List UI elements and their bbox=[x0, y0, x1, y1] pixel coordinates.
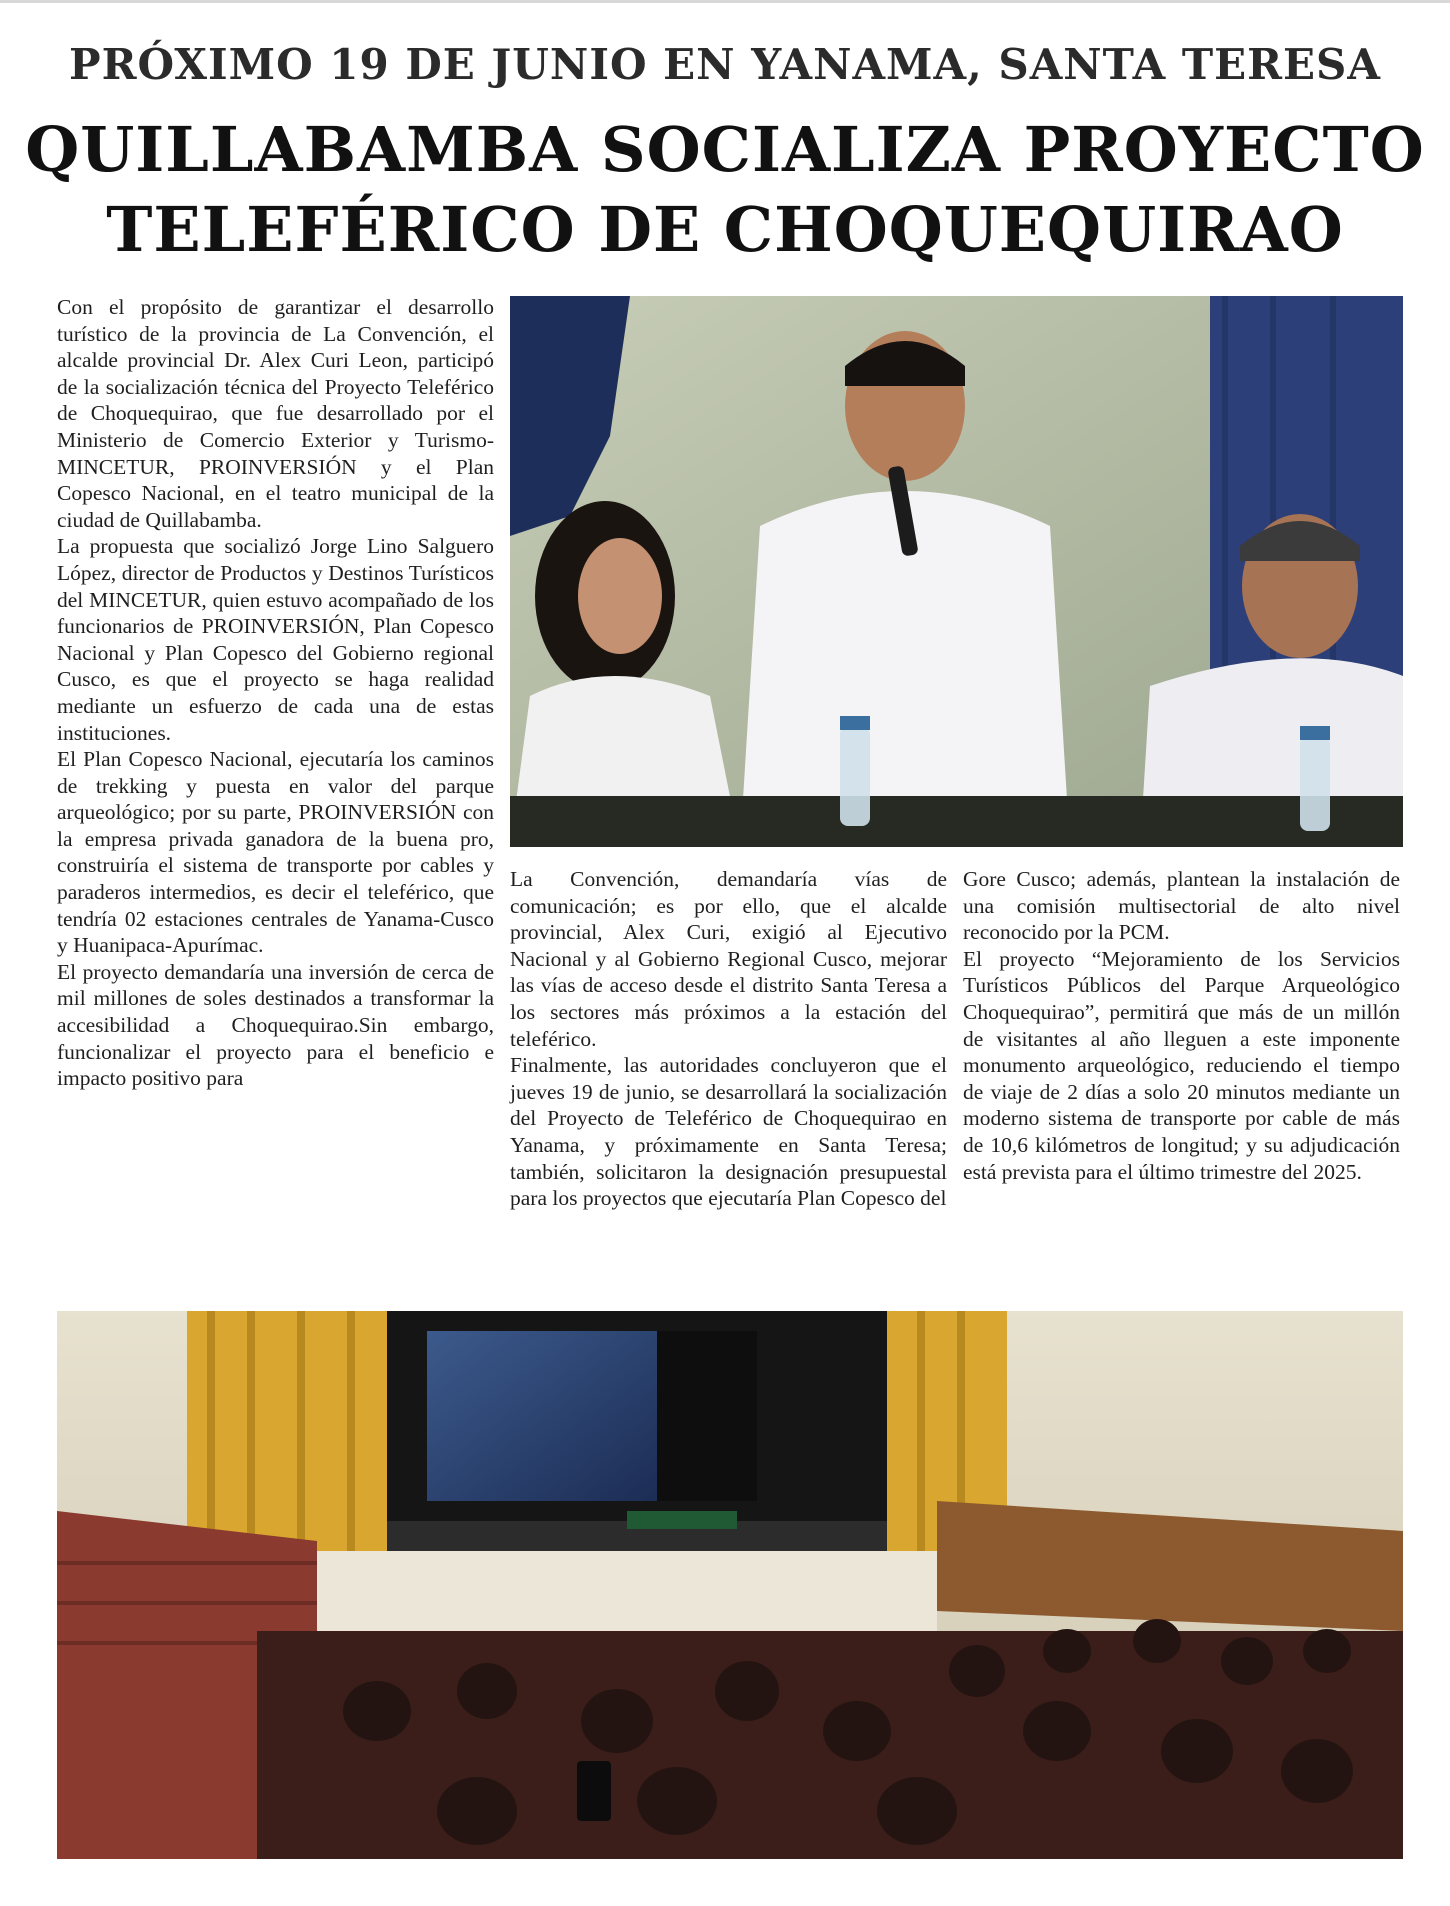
paragraph: La Convención, demandaría vías de comunicación; es por ello, que el alcalde provincial, Alex Curi, exigió al Ejecutivo Nacional y al Gobierno Regional Cusco, mejorar las vías de acceso desde el distrito Santa Teresa a los sectores más próximos a la estación del teleférico. bbox=[510, 867, 947, 1051]
paragraph: El proyecto demandaría una inversión de cerca de mil millones de soles destinados a transformar la accesibilidad a Choquequirao.Sin embargo, funcionalizar el proyecto para el beneficio e impacto positivo para bbox=[57, 959, 494, 1091]
panel-speakers-photo bbox=[510, 296, 1403, 847]
headline-line-1: QUILLABAMBA SOCIALIZA PROYECTO bbox=[25, 113, 1425, 186]
paragraph: Con el propósito de garantizar el desarrollo turístico de la provincia de La Convención, el alcalde provincial Dr. Alex Curi Leon, participó de la socialización técnica del Proyecto Teleférico de Choquequirao, que fue desarrollado por el Ministerio de Comercio Exterior y Turismo-MINCETUR, PROINVERSIÓN y el Plan Copesco Nacional, en el teatro municipal de la ciudad de Quillabamba. bbox=[57, 295, 494, 532]
paragraph: Gore Cusco; además, plantean la instalación de una comisión multisectorial de alto nivel reconocido por la PCM. bbox=[963, 867, 1400, 945]
headline bbox=[0, 110, 1450, 270]
auditorium-audience-photo bbox=[57, 1311, 1403, 1859]
auditorium-audience-image bbox=[57, 1311, 1403, 1859]
article-column-3 bbox=[963, 866, 1400, 1185]
paragraph: La propuesta que socializó Jorge Lino Salguero López, director de Productos y Destinos Turísticos del MINCETUR, quien estuvo acompañado de los funcionarios de PROINVERSIÓN, Plan Copesco Nacional y Plan Copesco del Gobierno regional Cusco, es que el proyecto se haga realidad mediante un esfuerzo de cada una de estas instituciones. bbox=[57, 534, 494, 745]
paragraph: Finalmente, las autoridades concluyeron que el jueves 19 de junio, se desarrollará la socialización del Proyecto de Teleférico de Choquequirao en Yanama, y próximamente en Santa Teresa; también, solicitaron la designación presupuestal para los proyectos que ejecutaría Plan Copesco del bbox=[510, 1053, 947, 1211]
panel-speakers-image bbox=[510, 296, 1403, 847]
paragraph: El Plan Copesco Nacional, ejecutaría los caminos de trekking y puesta en valor del parque arqueológico; por su parte, PROINVERSIÓN con la empresa privada ganadora de la buena pro, construiría el sistema de transporte por cables y paraderos intermedios, es decir el teleférico, que tendría 02 estaciones centrales de Yanama-Cusco y Huanipaca-Apurímac. bbox=[57, 747, 494, 958]
article-column-1 bbox=[57, 294, 494, 1092]
headline-line-2: TELEFÉRICO DE CHOQUEQUIRAO bbox=[106, 193, 1344, 266]
top-rule bbox=[0, 0, 1450, 3]
paragraph: El proyecto “Mejoramiento de los Servicios Turísticos Públicos del Parque Arqueológico Choquequirao”, permitirá que más de un millón de visitantes al año lleguen a este imponente monumento arqueológico, reduciendo el tiempo de viaje de 2 días a solo 20 minutos mediante un moderno sistema de transporte por cable de más de 10,6 kilómetros de longitud; y su adjudicación está prevista para el último trimestre del 2025. bbox=[963, 946, 1400, 1184]
article-column-2 bbox=[510, 866, 947, 1212]
kicker: PRÓXIMO 19 DE JUNIO EN YANAMA, SANTA TERESA bbox=[69, 40, 1381, 89]
